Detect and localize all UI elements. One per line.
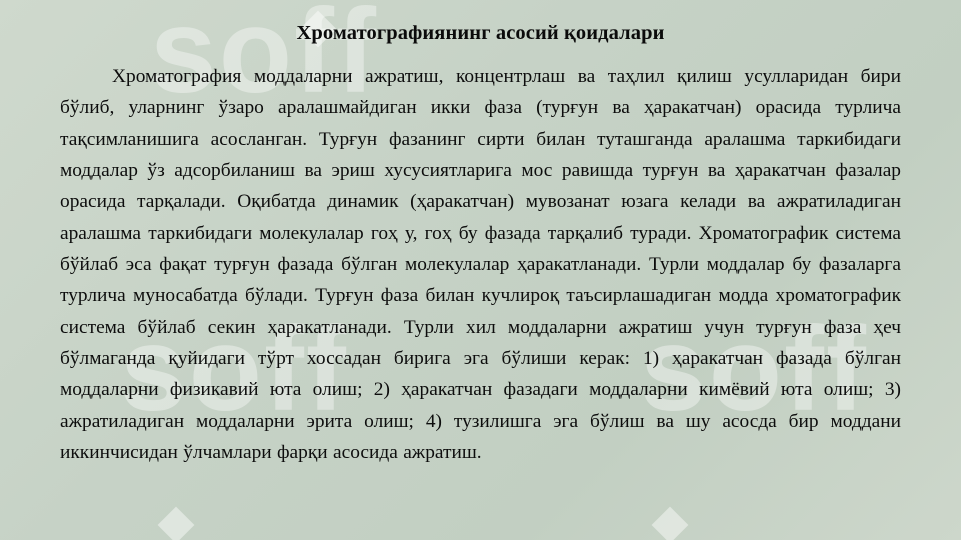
diamond-decoration-icon: [158, 507, 195, 540]
diamond-decoration-icon: [652, 507, 689, 540]
slide-content: [60, 22, 901, 468]
watermark-text: soff: [640, 302, 868, 436]
slide-body-text: Хроматография моддаларни ажратиш, концентрлаш ва таҳлил қилиш усулларидан бири бўлиб, уларнинг ўзаро аралашмайдиган икки фаза (турғун ва ҳаракатчан) орасида турлича тақсимланишига асосланган. Турғун фазанинг сирти билан туташганда аралашма таркибидаги моддалар ўз адсорбиланиш ва эриш хусусиятларига мос равишда турғун ва ҳаракатчан фазалар орасида тарқалади. Оқибатда динамик (ҳаракатчан) мувозанат юзага келади ва ажратиладиган аралашма таркибидаги молекулалар гоҳ у, гоҳ бу фазада тарқалиб туради. Хроматографик система бўйлаб эса фақат турғун фазада бўлган молекулалар ҳаракатланади. Турли моддалар бу фазаларга турлича муносабатда бўлади. Турғун фаза билан кучлироқ таъсирлашадиган модда хроматографик система бўйлаб секин ҳаракатланади. Турли хил моддаларни ажратиш учун турғун фаза ҳеч бўлмаганда қуйидаги тўрт хоссадан бирига эга бўлиши керак: 1) ҳаракатчан фазада бўлган моддаларни физикавий юта олиш; 2) ҳаракатчан фазадаги моддаларни кимёвий юта олиш; 3) ажратиладиган моддаларни эрита олиш; 4) тузилишга эга бўлиш ва шу асосда бир моддани иккинчисидан ўлчамлари фарқи асосида ажратиш.: [60, 66, 901, 463]
watermark-text: soff: [150, 0, 378, 118]
slide-title: Хроматографиянинг асосий қоидалари: [296, 22, 665, 44]
watermark-text: soff: [120, 302, 348, 436]
